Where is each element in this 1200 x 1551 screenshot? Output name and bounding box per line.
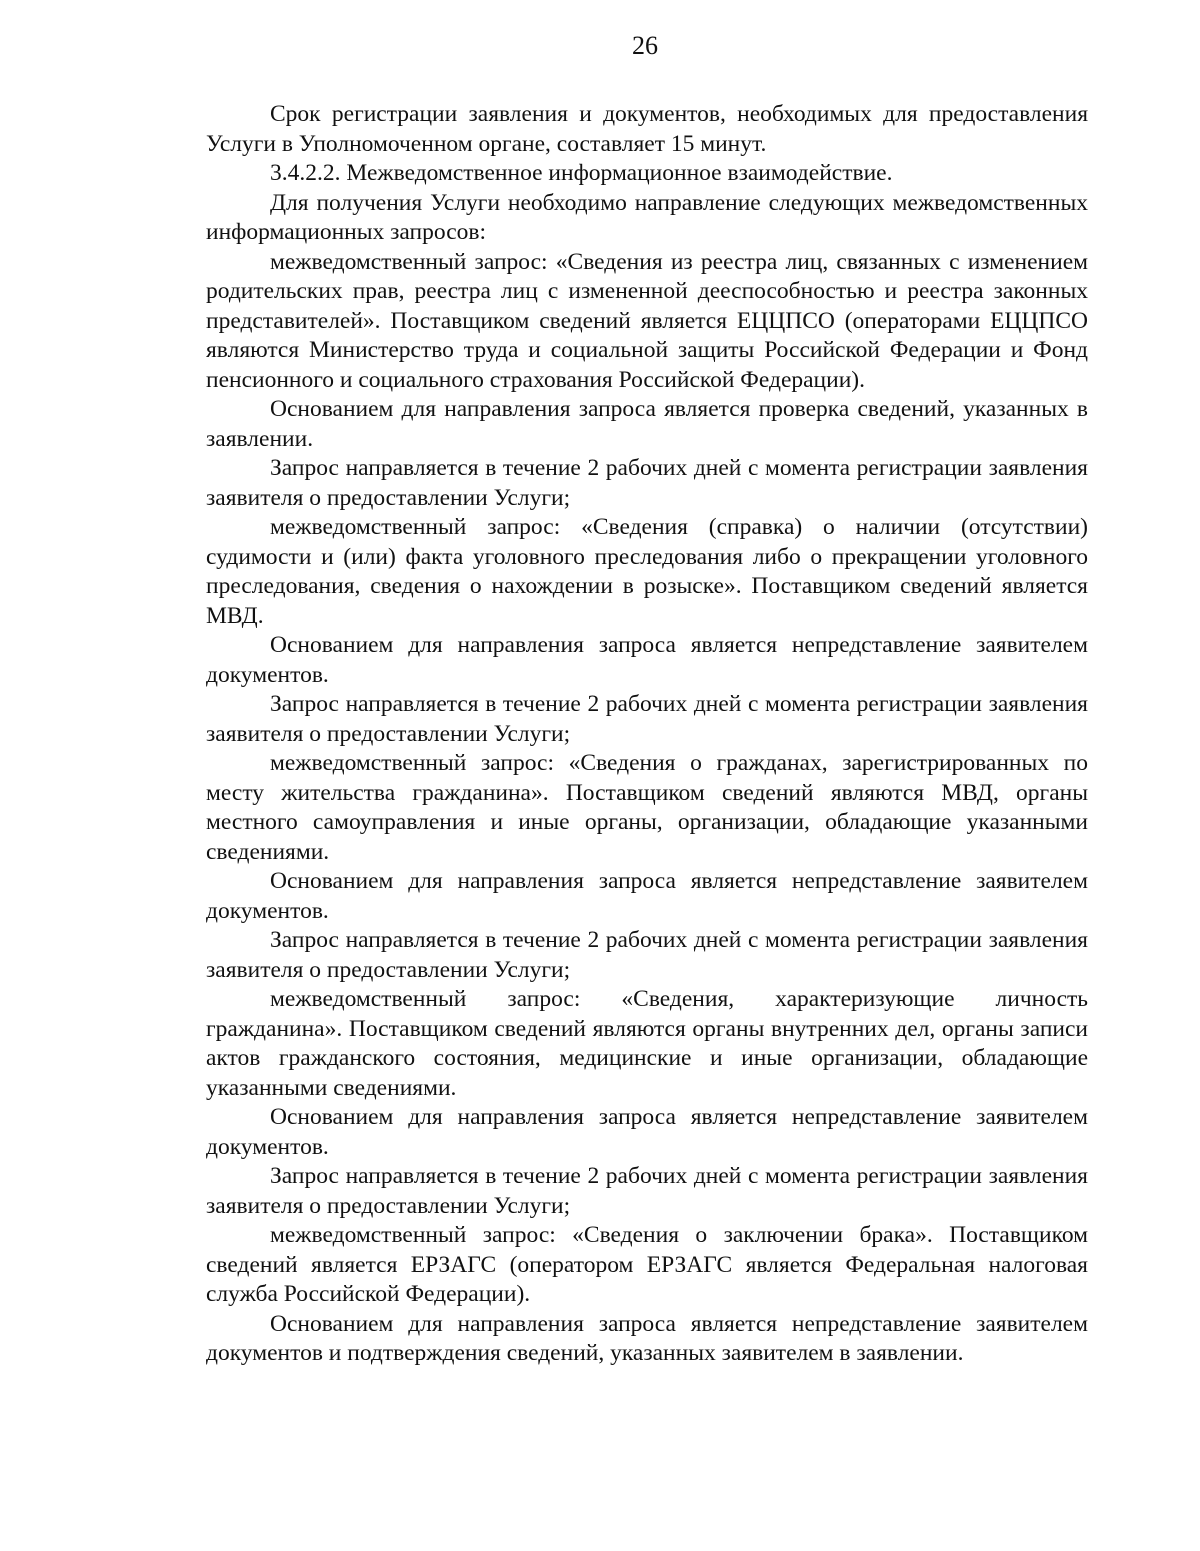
section-heading: 3.4.2.2. Межведомственное информационное взаимодействие. <box>270 160 893 186</box>
paragraph: Запрос направляется в течение 2 рабочих дней с момента регистрации заявления заявителя о предоставлении Услуги; <box>206 455 1088 511</box>
paragraph: Запрос направляется в течение 2 рабочих дней с момента регистрации заявления заявителя о предоставлении Услуги; <box>206 1163 1088 1219</box>
paragraph: Запрос направляется в течение 2 рабочих дней с момента регистрации заявления заявителя о предоставлении Услуги; <box>206 691 1088 747</box>
paragraph: Основанием для направления запроса является проверка сведений, указанных в заявлении. <box>206 396 1088 452</box>
paragraph: Для получения Услуги необходимо направление следующих межведомственных информационных запросов: <box>206 189 1088 245</box>
paragraph: Основанием для направления запроса является непредставление заявителем документов и подтверждения сведений, указанных заявителем в заявлении. <box>206 1310 1088 1366</box>
paragraph: Основанием для направления запроса является непредставление заявителем документов. <box>206 868 1088 924</box>
page-number: 26 <box>632 31 658 60</box>
paragraph: Запрос направляется в течение 2 рабочих дней с момента регистрации заявления заявителя о предоставлении Услуги; <box>206 927 1088 983</box>
document-body <box>206 100 1088 1369</box>
paragraph: Основанием для направления запроса является непредставление заявителем документов. <box>206 1104 1088 1160</box>
request-item: межведомственный запрос: «Сведения о гражданах, зарегистрированных по месту жительства гражданина». Поставщиком сведений являются МВД, органы местного самоуправления и иные органы, организации, обладающие указанными сведениями. <box>206 750 1088 865</box>
paragraph: Срок регистрации заявления и документов, необходимых для предоставления Услуги в Уполномоченном органе, составляет 15 минут. <box>206 101 1088 157</box>
paragraph: Основанием для направления запроса является непредставление заявителем документов. <box>206 632 1088 688</box>
request-item: межведомственный запрос: «Сведения (справка) о наличии (отсутствии) судимости и (или) факта уголовного преследования либо о прекращении уголовного преследования, сведения о нахождении в розыске». Поставщиком сведений является МВД. <box>206 514 1088 629</box>
request-item: межведомственный запрос: «Сведения, характеризующие личность гражданина». Поставщиком сведений являются органы внутренних дел, органы записи актов гражданского состояния, медицинские и иные организации, обладающие указанными сведениями. <box>206 986 1088 1101</box>
request-item: межведомственный запрос: «Сведения о заключении брака». Поставщиком сведений является ЕРЗАГС (оператором ЕРЗАГС является Федеральная налоговая служба Российской Федерации). <box>206 1222 1088 1307</box>
request-item: межведомственный запрос: «Сведения из реестра лиц, связанных с изменением родительских прав, реестра лиц с измененной дееспособностью и реестра законных представителей». Поставщиком сведений является ЕЦЦПСО (операторами ЕЦЦПСО являются Министерство труда и социальной защиты Российской Федерации и Фонд пенсионного и социального страхования Российской Федерации). <box>206 248 1088 393</box>
